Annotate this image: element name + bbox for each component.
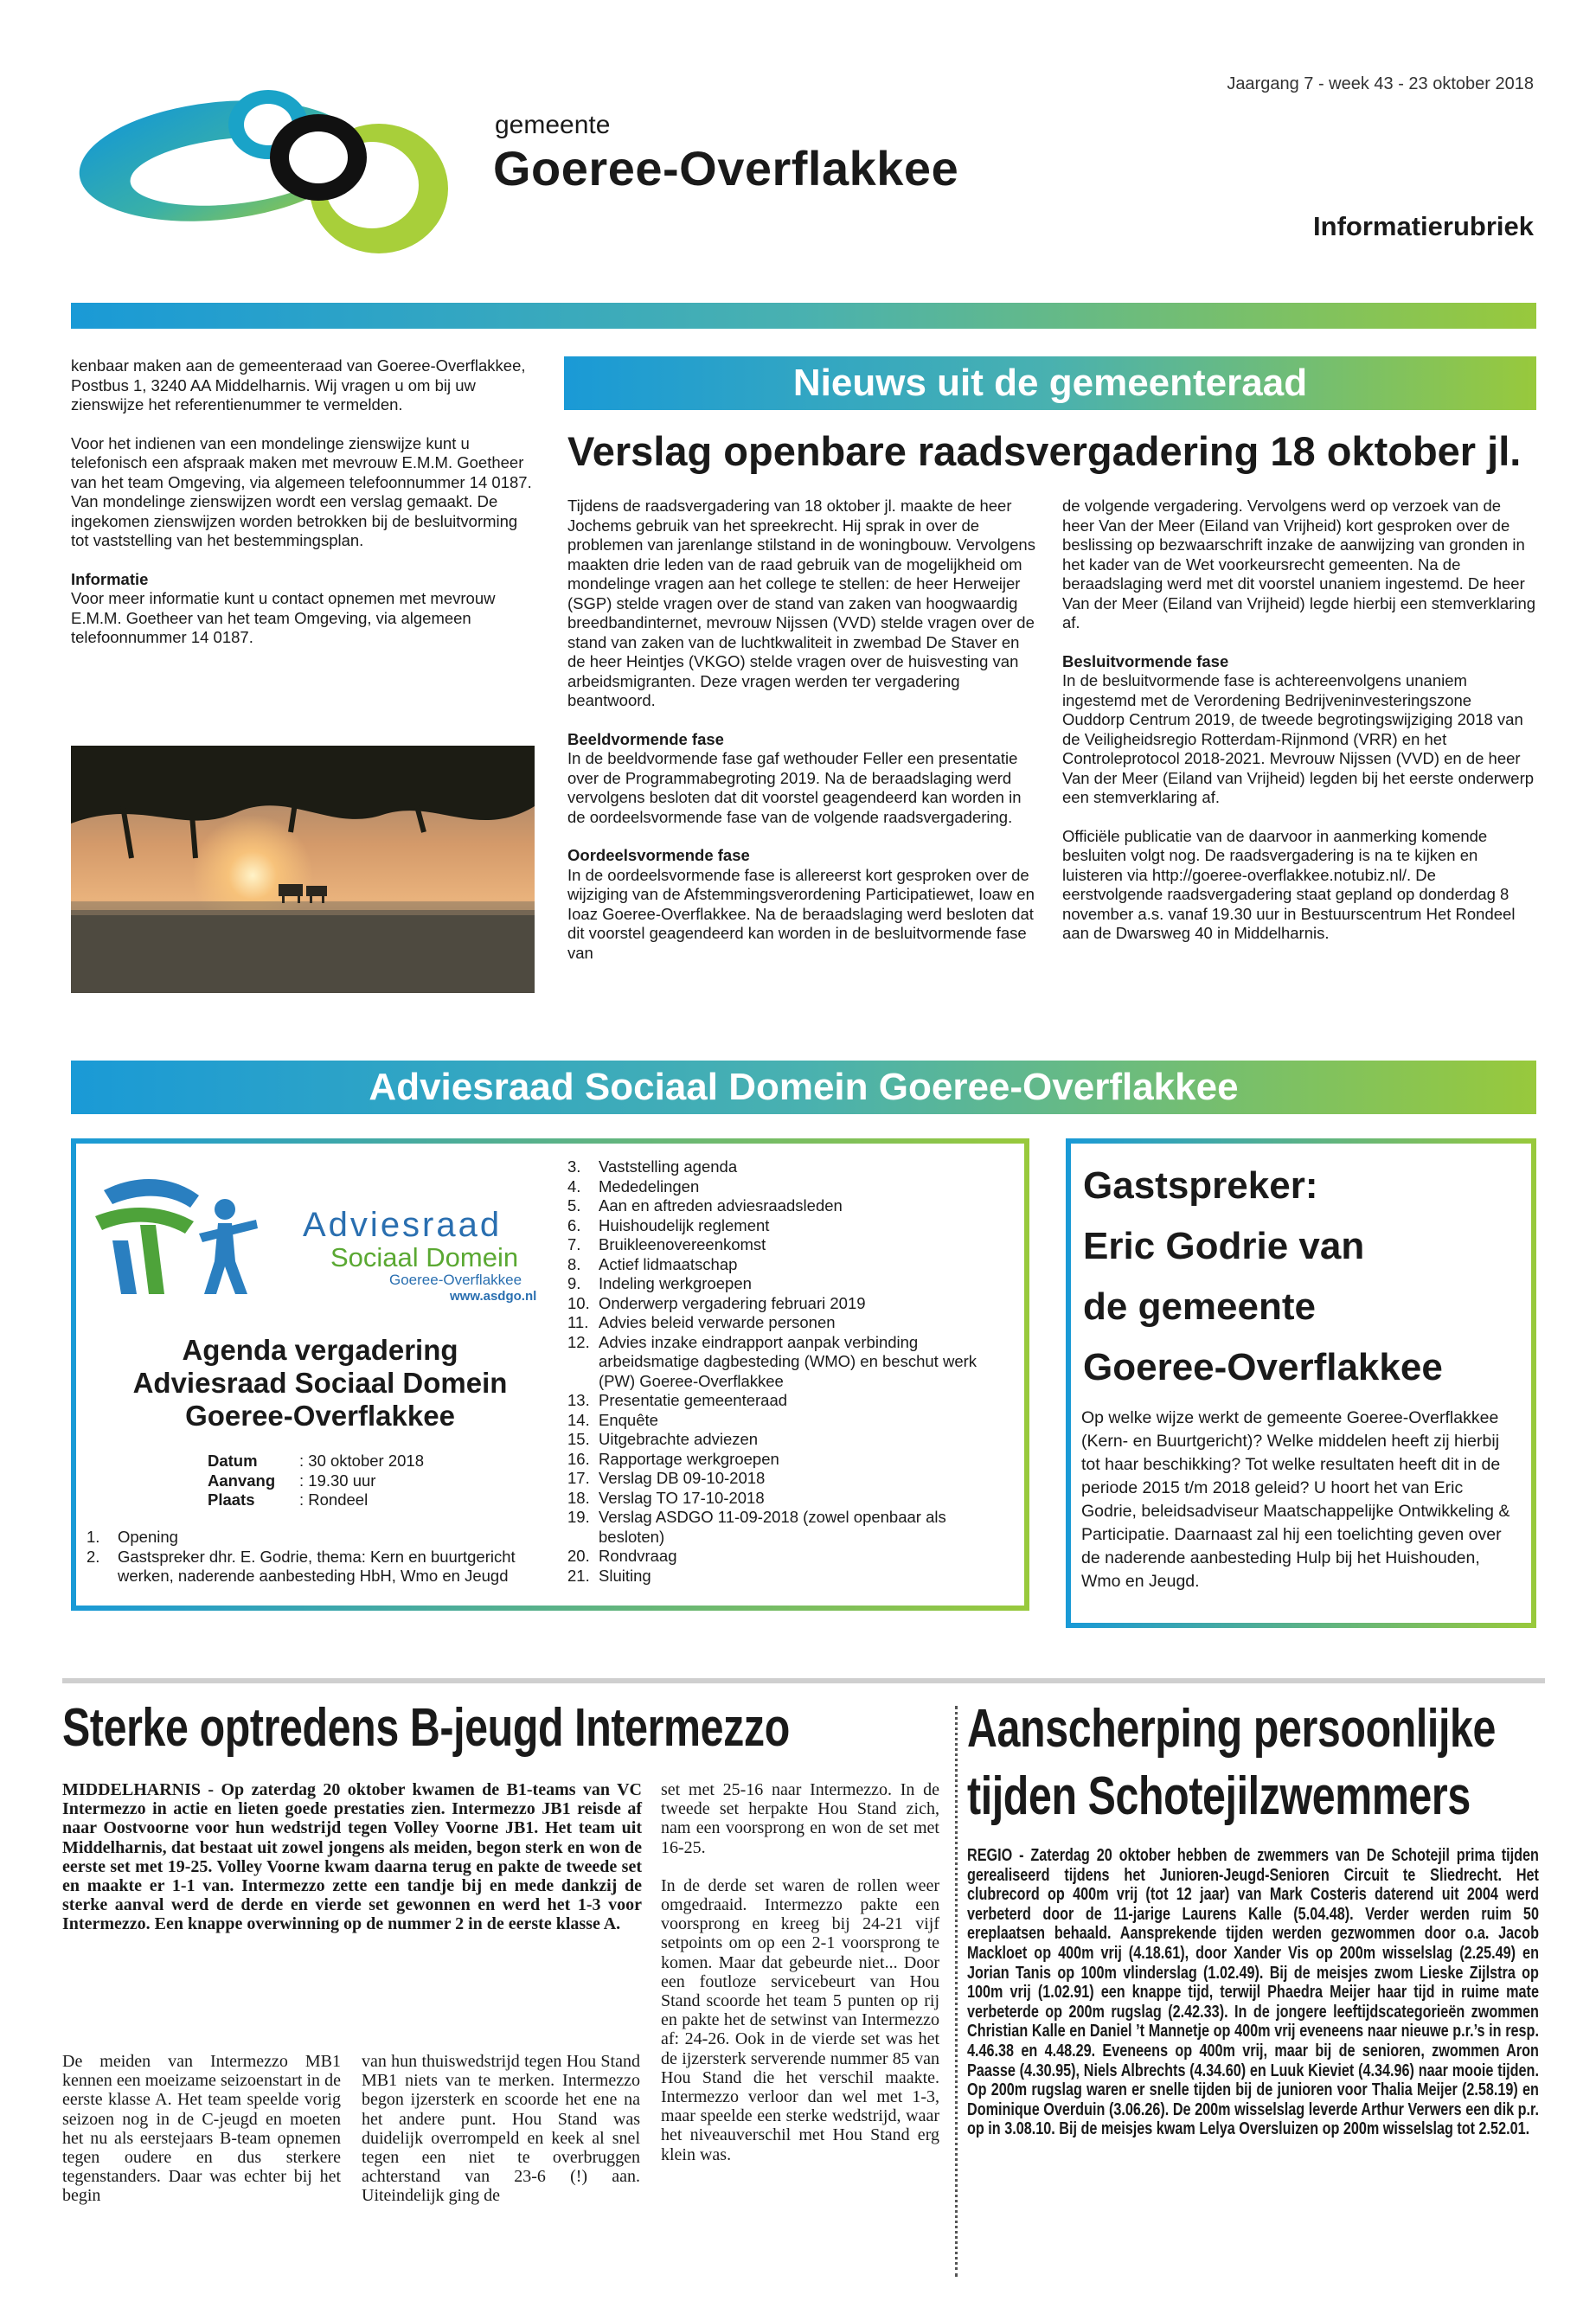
agenda-item [567,1294,1009,1314]
header-rubric: Informatierubriek [1313,211,1534,241]
agenda-item-number: 12. [567,1332,590,1351]
left-info-body: Voor meer informatie kunt u contact opnemen met mevrouw E.M.M. Goetheer van het team Omgeving, via algemeen telefoonnummer 14 0187. [71,589,496,646]
agenda-item-number: 18. [567,1488,590,1507]
article1-col3-p2: In de derde set waren de rollen weer omgedraaid. Intermezzo pakte een voorsprong en kreeg bij 24-21 vijf setpoints om op een 2-1 voorsprong te komen. Maar dat gebeurde niet... Door een foutloze servicebeurt van Hou Stand scoorde het team 5 punten op rij en pakte het de setwinst van Intermezzo af: 24-26. Ook in de vierde set was het de ijzersterk serverende nummer 85 van Hou Stand die het verschil maakte. Intermezzo verloor dan wel met 1-3, maar speelde een sterke wedstrijd, waar het niveauverschil met Hou Stand erg klein was. [661,1875,939,2164]
agenda-item-text: Verslag DB 09-10-2018 [599,1469,766,1487]
raad-c1-h3: Oordeelsvormende fase [567,846,750,864]
agenda-item-number: 7. [567,1235,581,1253]
agenda-item [567,1177,1009,1197]
agenda-item [567,1313,1009,1333]
agenda-item-number: 17. [567,1469,590,1487]
agenda-item-text: Advies inzake eindrapport aanpak verbinding arbeidsmatige dagbesteding (WMO) en beschut werk (PW) Goeree-Overflakkee [599,1332,977,1390]
agenda-item-text: Indeling werkgroepen [599,1274,752,1292]
agenda-title-line-2: Adviesraad Sociaal Domein [132,1367,508,1399]
agenda-item-number: 10. [567,1293,590,1312]
agenda-item [567,1430,1009,1450]
agenda-item [567,1469,1009,1489]
header-issue: Jaargang 7 - week 43 - 23 oktober 2018 [1227,74,1534,93]
raad-c2-h2: Besluitvormende fase [1062,651,1229,670]
gast-title-line-3: de gemeente [1083,1285,1316,1328]
agenda-item-number: 11. [567,1313,589,1331]
agenda-item [567,1391,1009,1411]
agenda-item-text: Aan en aftreden adviesraadsleden [599,1196,843,1215]
raad-c1-p1: Tijdens de raadsvergadering van 18 oktober jl. maakte de heer Jochems gebruik van het spreekrecht. Hij sprak in over de problemen van jarenlange stilstand in de woningbouw. Vervolgens maakten drie leden van de raad gebruik van de mogelijkheid om mondelinge vragen aan het college te stellen: de heer Herweijer (SGP) stelde vragen over de stand van zaken van hoogwaardig breedbandinternet, mevrouw Nijssen (VVD) stelde vragen over de stand van zaken van de luchtkwaliteit in zwembad De Staver en de heer Heintjes (VKGO) stelde vragen over de huisvesting van arbeidsmigranten. Deze vragen werden ter vergadering beantwoord. [567,497,1035,709]
agenda-item [567,1489,1009,1509]
agenda-item-text: Verslag ASDGO 11-09-2018 (zowel openbaar als besloten) [599,1508,946,1546]
agenda-item-number: 3. [567,1157,581,1176]
article2-body: REGIO - Zaterdag 20 oktober hebben de zwemmers van De Schotejil prima tijden gerealiseerd tijdens het Junioren-Jeugd-Senioren Circuit te Sliedrecht. Het clubrecord op 400m vrij (tot 12 jaar) van Mark Costeris daterend uit 2004 werd verbeterd door de 11-jarige Laurens Kalle (5.04.48). Verder werden ruim 50 ereplaatsen behaald. Aansprekende tijden werden gezwommen door o.a. Jacob Mackloet op 400m vrij (4.18.61), door Xander Vis op 200m wisselslag (2.25.49) en Jorian Tanis op 100m vlinderslag (1.02.49). Bij de meisjes zwom Lieske Zijlstra op 100m vrij (1.02.91) een knappe tijd, terwijl Phaedra Meijer haar tijd in ruime mate verbeterde op 200m rugslag (2.42.33). In de jongere leeftijdscategorieën zwommen Christian Kalle en Daniel ’t Mannetje op 400m vrij eveneens naar nieuwe p.r.’s in resp. 4.46.38 en 4.48.29. Eveneens op 400m vrij, maar bij de senioren, zwommen Aron Paasse (4.30.95), Niels Albrechts (4.34.60) en Luuk Kieviet (4.34.96) naar mooie tijden. Op 200m rugslag waren er snelle tijden bij de junioren voor Thalia Meijer (2.58.19) en Dominique Overduin (3.06.26). De 200m wisselslag leverde Arthur Verwers een dik p.r. op in 3.08.10. Bij de meisjes kwam Lelya Oversluizen op 200m wisselslag tot 2.52.01. [967,1846,1539,2139]
agenda-item-number: 5. [567,1196,581,1215]
logo-line-1: Adviesraad [303,1206,503,1244]
agenda-item-number: 2. [87,1547,100,1566]
gastspreker-body: Op welke wijze werkt de gemeente Goeree-Overflakkee (Kern- en Buurtgericht)? Welke middelen heeft zij hierbij tot haar beschikking? Tot welke resultaten heeft dit in de periode 2015 t/m 2018 geleid? U hoort het van Eric Godrie, beleidsadviseur Maatschappelijke Ontwikkeling & Participatie. Daarnaast zal hij een toelichting geven over de naderende aanbesteding Hulp bij het Huishouden, Wmo en Jeugd. [1081,1408,1510,1591]
section-rule [62,1678,1545,1683]
meta-aanvang [208,1471,536,1491]
agenda-item-number: 21. [567,1566,590,1585]
meta-aanvang-value: : 19.30 uur [299,1471,376,1490]
agenda-item-text: Opening [118,1528,178,1546]
agenda-item-text: Gastspreker dhr. E. Godrie, thema: Kern en buurtgericht werken, naderende aanbesteding HbH, Wmo en Jeugd [118,1547,516,1585]
raad-c1-p2: In de beeldvormende fase gaf wethouder Feller een presentatie over de Programmabegroting 2019. Na de beraadslaging werd vervolgens besloten dat dit voorstel geagendeerd kan worden in de oordeelsvormende fase van de volgende raadsvergadering. [567,749,1022,826]
agenda-item [567,1216,1009,1236]
header-divider [71,303,1536,329]
article2-body-wrap [967,1846,1596,2279]
left-info-title: Informatie [71,569,149,588]
agenda-item-text: Actief lidmaatschap [599,1254,738,1273]
meta-plaats-label: Plaats [208,1490,255,1509]
header-brand-small: gemeente [495,111,611,139]
agenda-item-text: Advies beleid verwarde personen [599,1313,836,1331]
raad-column-1 [567,497,1042,963]
header-brand-large: Goeree-Overflakkee [493,141,959,195]
meta-datum [208,1452,536,1471]
agenda-item [567,1333,1009,1392]
raad-c2-p3: Officiële publicatie van de daarvoor in aanmerking komende besluiten volgt nog. De raadsvergadering is na te kijken en luisteren via http://goeree-overflakkee.notubiz.nl/. De eerstvolgende raadsvergadering staat gepland op donderdag 8 november a.s. vanaf 19.30 uur in Bestuurscentrum Het Rondeel aan de Dwarsweg 40 in Middelharnis. [1062,826,1516,942]
agenda-item-number: 1. [87,1528,100,1546]
agenda-item-number: 16. [567,1449,590,1468]
article2-title-line-2: tijden Schotejilzwemmers [967,1766,1471,1826]
article1-body-col-2: van hun thuiswedstrijd tegen Hou Stand MB1 niets van te merken. Intermezzo begon ijzersterk en scoorde het ene na het andere punt. Hou Stand was duidelijk overrompeld en keek al snel tegen een niet te overbruggen achterstand van 23-6 (!) aan. Uiteindelijk ging de [362,2052,640,2206]
agenda-item [567,1196,1009,1216]
agenda-item [567,1411,1009,1431]
agenda-item-text: Rondvraag [599,1547,677,1565]
agenda-title-line-1: Agenda vergadering [182,1334,458,1366]
agenda-item-text: Huishoudelijk reglement [599,1215,770,1234]
left-column [71,356,538,648]
agenda-item-number: 15. [567,1430,590,1448]
agenda-item [87,1528,519,1548]
agenda-list-left [87,1528,519,1586]
agenda-item [567,1547,1009,1567]
left-paragraph-2: Voor het indienen van een mondelinge zienswijze kunt u telefonisch een afspraak maken met mevrouw E.M.M. Goetheer van het team Omgeving, via algemeen telefoonnummer 14 0187. Van mondelinge zienswijzen wordt een verslag gemaakt. De ingekomen zienswijzen worden betrokken bij de besluitvorming tot vaststelling van het bestemmingsplan. [71,433,532,549]
agenda-item-text: Presentatie gemeenteraad [599,1391,788,1409]
gastspreker-title [1083,1156,1524,1398]
agenda-item-text: Mededelingen [599,1176,700,1195]
sunrise-photo [71,746,535,993]
gast-title-line-4: Goeree-Overflakkee [1083,1346,1443,1388]
agenda-item-number: 13. [567,1391,590,1409]
meta-plaats [208,1490,536,1510]
agenda-item-text: Verslag TO 17-10-2018 [599,1488,765,1507]
agenda-item-text: Enquête [599,1410,658,1429]
raad-c1-h2: Beeldvormende fase [567,729,724,748]
agenda-list-right [567,1157,1009,1586]
article2-title [967,1695,1596,1830]
article1-body-col-1: De meiden van Intermezzo MB1 kennen een moeizame seizoenstart in de eerste klasse A. Het team speelde vorig seizoen nog in de C-jeugd en moeten het nu als eerstejaars B-team opnemen tegen oudere en dus sterkere tegenstanders. Daar was echter bij het begin [62,2052,341,2206]
agenda-item-number: 14. [567,1410,590,1429]
agenda-item [567,1157,1009,1177]
agenda-item-text: Uitgebrachte adviezen [599,1430,759,1448]
column-divider [955,1706,958,2277]
logo-line-3: Goeree-Overflakkee [389,1272,522,1288]
agenda-item [567,1567,1009,1586]
agenda-item-number: 20. [567,1547,590,1565]
agenda-item [567,1274,1009,1294]
agenda-item [567,1235,1009,1255]
article2-title-line-1: Aanscherping persoonlijke [967,1699,1497,1759]
logo-line-4: www.asdgo.nl [450,1289,537,1304]
agenda-item-text: Sluiting [599,1566,651,1585]
agenda-item-number: 6. [567,1215,581,1234]
municipality-logo [67,74,448,260]
agenda-item-text: Rapportage werkgroepen [599,1449,779,1468]
agenda-item [87,1548,519,1586]
article1-body-col-3 [661,1780,939,2164]
agenda-item-text: Onderwerp vergadering februari 2019 [599,1293,866,1312]
raad-c2-p2: In de besluitvormende fase is achtereenvolgens unaniem ingestemd met de Verordening Bedrijveninvesteringszone Ouddorp Centrum 2019, de tweede begrotingswijziging 2018 van de Veiligheidsregio Rotterdam-Rijnmond (VRR) en het Controleprotocol 2018-2021. Mevrouw Nijssen (VVD) en de heer Van der Meer (Eiland van Vrijheid) legden bij het eerste onderwerp een stemverklaring af. [1062,671,1535,806]
agenda-item [567,1508,1009,1547]
advies-logo [87,1164,545,1306]
meta-aanvang-label: Aanvang [208,1471,276,1490]
agenda-item-number: 9. [567,1274,581,1292]
agenda-title [87,1334,554,1433]
article1-title: Sterke optredens B-jeugd Intermezzo [62,1698,790,1758]
agenda-item [567,1450,1009,1470]
agenda-item [567,1255,1009,1275]
meta-datum-label: Datum [208,1452,258,1470]
raad-title: Verslag openbare raadsvergadering 18 oktober jl. [567,428,1522,474]
left-paragraph-1: kenbaar maken aan de gemeenteraad van Goeree-Overflakkee, Postbus 1, 3240 AA Middelharnis. Wij vragen u om bij uw zienswijze het referentienummer te vermelden. [71,356,526,413]
meta-datum-value: : 30 oktober 2018 [299,1452,424,1470]
agenda-meta [208,1452,536,1510]
logo-line-2: Sociaal Domein [330,1242,519,1272]
agenda-item-text: Bruikleenovereenkomst [599,1235,766,1253]
agenda-item-text: Vaststelling agenda [599,1157,738,1176]
gast-title-line-1: Gastspreker: [1083,1164,1318,1207]
agenda-item-number: 19. [567,1508,590,1526]
article1-col3-p1: set met 25-16 naar Intermezzo. In de tweede set herpakte Hou Stand zich, nam een voorsprong en won de set met 16-25. [661,1780,939,1857]
gast-title-line-2: Eric Godrie van [1083,1225,1365,1267]
meta-plaats-value: : Rondeel [299,1490,369,1509]
advies-banner: Adviesraad Sociaal Domein Goeree-Overflakkee [71,1061,1536,1114]
raad-column-2 [1062,497,1536,944]
agenda-title-line-3: Goeree-Overflakkee [185,1400,455,1432]
raad-c2-p1: de volgende vergadering. Vervolgens werd op verzoek van de heer Van der Meer (Eiland van Vrijheid) kort gesproken over de beslissing op bezwaarschrift inzake de aanwijzing van gronden in het kader van de Wet voorkeursrecht gemeenten. Na de beraadslaging werd met dit voorstel unaniem ingestemd. De heer Van der Meer (Eiland van Vrijheid) legde hierbij een stemverklaring af. [1062,497,1536,631]
agenda-item-number: 8. [567,1254,581,1273]
agenda-item-number: 4. [567,1176,581,1195]
article1-lead: MIDDELHARNIS - Op zaterdag 20 oktober kwamen de B1-teams van VC Intermezzo in actie en lieten goede prestaties zien. Intermezzo JB1 reisde af naar Oostvoorne voor hun wedstrijd tegen Volley Voorne JB1. Het team uit Middelharnis, dat bestaat uit zowel jongens als meiden, begon sterk en won de eerste set met 19-25. Volley Voorne kwam daarna terug en pakte de tweede set en maakte er 1-1 van. Intermezzo zette een tandje bij en mede dankzij de sterke aanval werd de derde en vierde set gewonnen en werd het 1-3 voor Intermezzo. Een knappe overwinning op de nummer 2 in de eerste klasse A. [62,1780,642,1934]
raad-banner: Nieuws uit de gemeenteraad [564,356,1536,410]
raad-c1-p3: In de oordeelsvormende fase is allereerst kort gesproken over de wijziging van de Afstemmingsverordening Participatiewet, Ioaw en Ioaz Goeree-Overflakkee. Na de beraadslaging werd besloten dat dit voorstel geagendeerd kan worden in de besluitvormende fase van [567,865,1035,962]
